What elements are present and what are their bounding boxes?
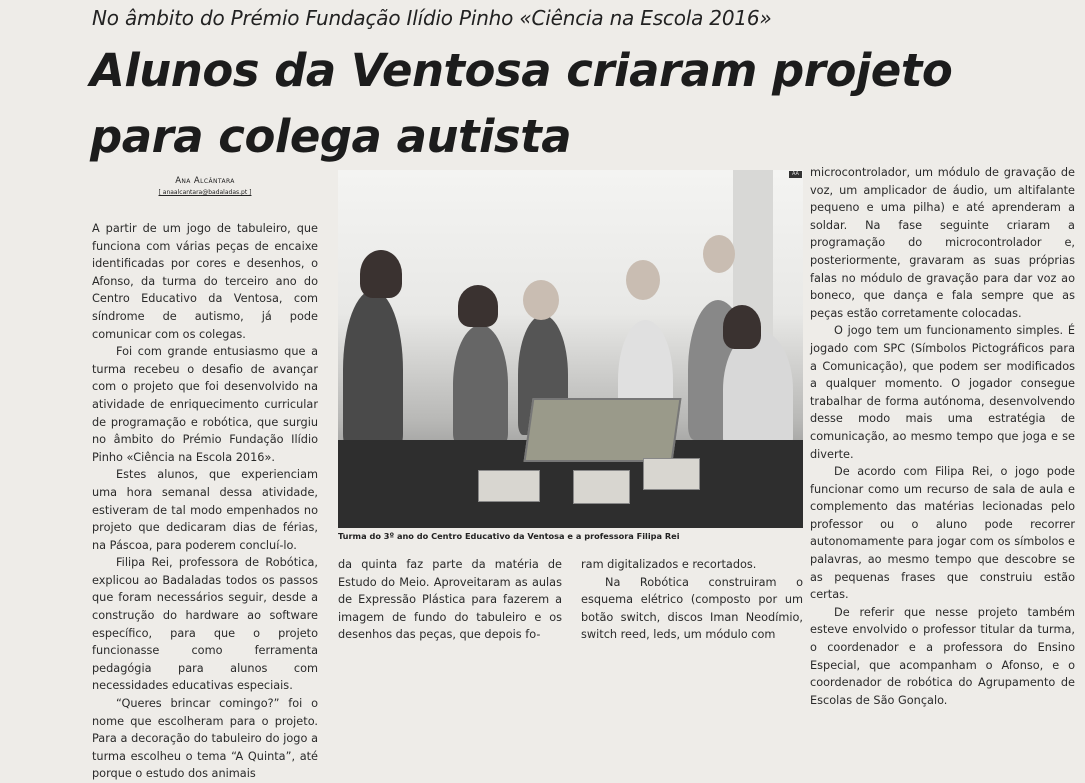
author-name: Ana Alcântara: [175, 176, 235, 186]
photo-person: [703, 235, 735, 273]
byline: [92, 176, 318, 196]
article-column-3: [581, 556, 803, 644]
photo-game-board: [524, 398, 682, 462]
photo-credit-tag: AA: [789, 171, 802, 178]
article-kicker: No âmbito do Prémio Fundação Ilídio Pinho «Ciência na Escola 2016»: [92, 6, 772, 30]
photo-person: [458, 285, 498, 327]
paragraph: Na Robótica construiram o esquema elétrico (composto por um botão switch, discos Iman Neodímio, switch reed, leds, um módulo com: [581, 575, 803, 642]
article-column-2: [338, 556, 562, 644]
author-email: [ anaalcantara@badaladas.pt ]: [158, 189, 252, 196]
paragraph: O jogo tem um funcionamento simples. É jogado com SPC (Símbolos Pictográficos para a Comunicação), que podem ser modificados a qualquer momento. O jogador consegue trabalhar de forma autónoma, desenvolvendo desse modo mais uma estratégia de comunicação, ao mesmo tempo que joga e se diverte.: [810, 324, 1075, 461]
article-headline: Alunos da Ventosa criaram projeto para colega autista: [90, 44, 953, 163]
photo-person: [626, 260, 660, 300]
paragraph: De acordo com Filipa Rei, o jogo pode funcionar como um recurso de sala de aula e complemento das matérias lecionadas pelo professor ou o aluno pode recorrer autonomamente para jogar com os símbolos e palavras, ao mesmo tempo que descobre se as pequenas frases que construiu estão certas.: [810, 465, 1075, 602]
article-photo: [338, 170, 803, 528]
paragraph: Foi com grande entusiasmo que a turma recebeu o desafio de avançar com o projeto que foi desenvolvido na atividade de enriquecimento curricular de programação e robótica, que surgiu no âmbito do Prémio Fundação Ilídio Pinho «Ciência na Escola 2016».: [92, 345, 318, 464]
photo-cards: [643, 458, 700, 490]
paragraph: ram digitalizados e recortados.: [581, 558, 757, 571]
article-column-1: [92, 220, 318, 783]
photo-caption: Turma do 3º ano do Centro Educativo da Ventosa e a professora Filipa Rei: [338, 531, 680, 541]
paragraph: da quinta faz parte da matéria de Estudo do Meio. Aproveitaram as aulas de Expressão Plástica para fazerem a imagem de fundo do tabuleiro e os desenhos das peças, que depois fo-: [338, 558, 562, 642]
paragraph: De referir que nesse projeto também esteve envolvido o professor titular da turma, o coordenador e a professora do Ensino Especial, que acompanham o Afonso, e o coordenador de robótica do Agrupamento de Escolas de São Gonçalo.: [810, 605, 1075, 707]
photo-cards: [478, 470, 540, 502]
photo-person: [523, 280, 559, 320]
photo-person: [360, 250, 402, 298]
paragraph: microcontrolador, um módulo de gravação de voz, um amplicador de áudio, um altifalante pequeno e uma pilha) e até aprenderam a soldar. Na fase seguinte criaram a programação do microcontrolador e, posteriormente, gravaram as suas próprias falas no módulo de gravação para dar voz ao boneco, que dança e fala sempre que as peças estão corretamente colocadas.: [810, 166, 1075, 320]
paragraph: Estes alunos, que experienciam uma hora semanal dessa atividade, estiveram de tal modo empenhados no projeto que dedicaram dias de férias, na Páscoa, para poderem concluí-lo.: [92, 468, 318, 552]
paragraph: “Queres brincar comingo?” foi o nome que escolheram para o projeto. Para a decoração do tabuleiro do jogo a turma escolheu o tema “A Quinta”, até porque o estudo dos animais: [92, 697, 318, 781]
photo-person: [723, 305, 761, 349]
paragraph: A partir de um jogo de tabuleiro, que funciona com várias peças de encaixe identificadas por cores e desenhos, o Afonso, da turma do terceiro ano do Centro Educativo da Ventosa, com síndrome de autismo, já pode comunicar com os colegas.: [92, 222, 318, 341]
article-column-4: [810, 164, 1075, 709]
photo-person: [453, 325, 508, 445]
paragraph: Filipa Rei, professora de Robótica, explicou ao Badaladas todos os passos que foram necessários seguir, desde a construção do hardware ao software específico, para que o projeto funcionasse como ferramenta pedagógia para alunos com necessidades educativas especiais.: [92, 556, 318, 693]
photo-cards: [573, 470, 630, 504]
photo-person: [343, 290, 403, 450]
